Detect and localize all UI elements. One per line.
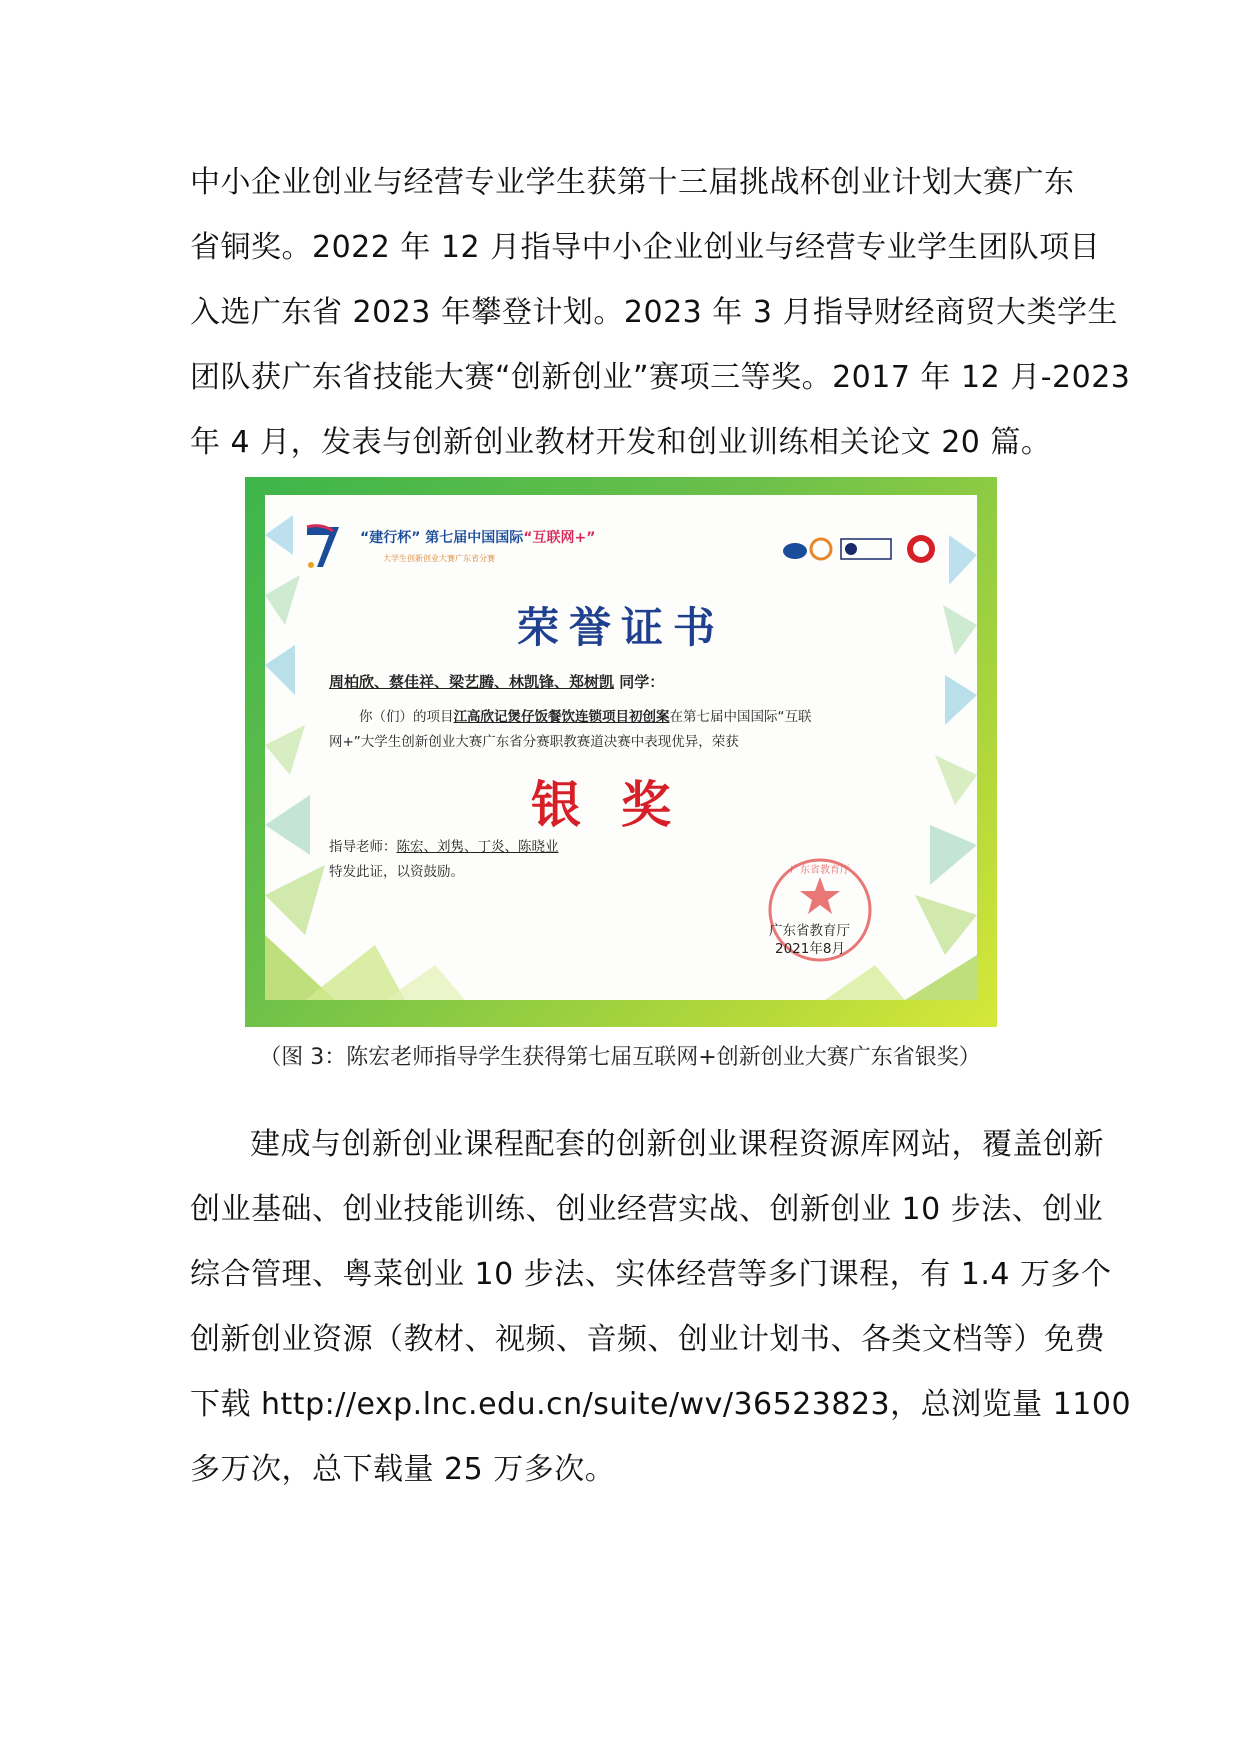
- text-line: 省铜奖。2022 年 12 月指导中小企业创业与经营专业学生团队项目: [190, 230, 1101, 265]
- text-line: 建成与创新创业课程配套的创新创业课程资源库网站，覆盖创新: [250, 1127, 1104, 1162]
- project-name: 江高欣记煲仔饭餐饮连锁项目初创案: [453, 709, 670, 725]
- text-line: 创业基础、创业技能训练、创业经营实战、创新创业 10 步法、创业: [190, 1192, 1104, 1227]
- advisors: 指导老师：陈宏、刘隽、丁炎、陈晓业: [329, 839, 559, 855]
- event-name: “建行杯” 第七届中国国际“互联网+”: [360, 530, 596, 546]
- certificate-paper: [265, 495, 977, 1000]
- certificate-photo: [245, 477, 997, 1027]
- text-line: 中小企业创业与经营专业学生获第十三届挑战杯创业计划大赛广东: [190, 165, 1075, 200]
- issuer: 广东省教育厅: [769, 923, 850, 939]
- svg-text:广东省教育厅: 广东省教育厅: [790, 865, 850, 876]
- event-subtitle: 大学生创新创业大赛广东省分赛: [383, 554, 495, 563]
- figure-caption: （图 3：陈宏老师指导学生获得第七届互联网+创新创业大赛广东省银奖）: [259, 1045, 981, 1070]
- issue-date: 2021年8月: [775, 941, 845, 957]
- awardee-names: 周柏欣、蔡佳祥、梁艺腾、林凯锋、郑树凯 同学：: [329, 673, 665, 691]
- text-line: 多万次，总下载量 25 万多次。: [190, 1452, 616, 1487]
- award-level: 银奖: [531, 775, 711, 834]
- competition-logo-icon: [303, 521, 343, 573]
- certificate-body: 你（们）的项目江高欣记煲仔饭餐饮连锁项目初创案在第七届中国国际“互联 网+”大学生创新创业大赛广东省分赛职教赛道决赛中表现优异，荣获: [329, 709, 812, 750]
- text-line: 创新创业资源（教材、视频、音频、创业计划书、各类文档等）免费: [190, 1322, 1105, 1357]
- certificate-note: 特发此证，以资鼓励。: [329, 864, 464, 880]
- text-line: 综合管理、粤菜创业 10 步法、实体经营等多门课程，有 1.4 万多个: [190, 1257, 1112, 1292]
- paragraph-achievements: [190, 150, 1131, 475]
- text-line: 团队获广东省技能大赛“创新创业”赛项三等奖。2017 年 12 月-2023: [190, 360, 1131, 395]
- sponsor-logos-icon: [781, 531, 941, 567]
- text-line: 下载 http://exp.lnc.edu.cn/suite/wv/36523823，总浏览量 1100: [190, 1387, 1132, 1422]
- paragraph-resource-library: [190, 1112, 1132, 1502]
- text-line: 年 4 月，发表与创新创业教材开发和创业训练相关论文 20 篇。: [190, 425, 1052, 460]
- certificate-title: 荣誉证书: [516, 603, 725, 652]
- text-line: 入选广东省 2023 年攀登计划。2023 年 3 月指导财经商贸大类学生: [190, 295, 1118, 330]
